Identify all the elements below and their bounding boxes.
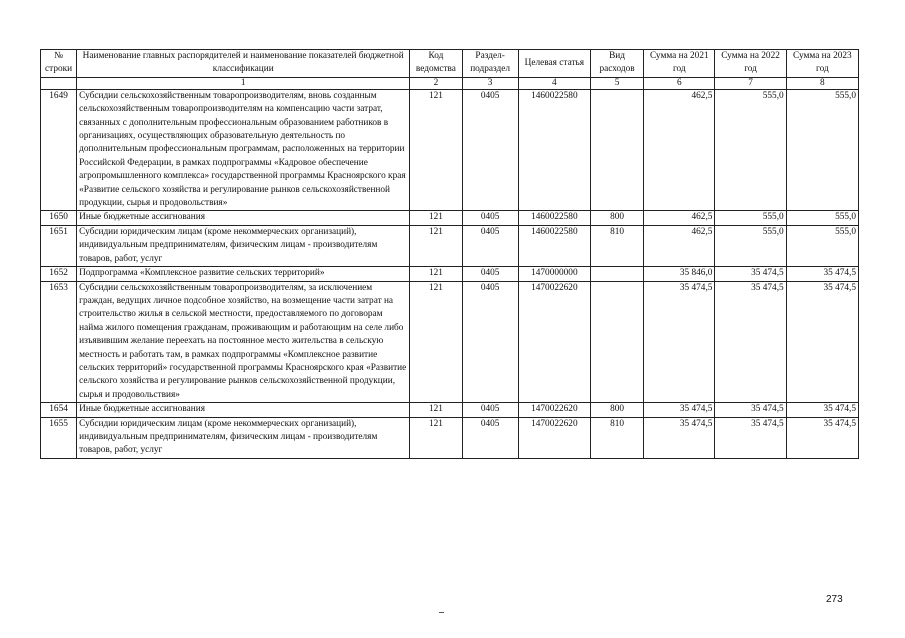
row-name: Подпрограмма «Комплексное развитие сельских территорий» [77,267,410,281]
row-kind: 810 [590,417,643,458]
row-name: Субсидии юридическим лицам (кроме некоммерческих организаций), индивидуальным предпринимателям, физическим лицам - производителям товаров, работ, услуг [77,417,410,458]
column-number [41,77,77,89]
column-number: 8 [786,77,858,89]
header-sum-2022: Сумма на 2022 год [715,50,786,78]
row-target: 1470022620 [518,403,590,417]
row-target: 1460022580 [518,211,590,225]
row-kind [590,89,643,211]
row-sum-2023: 555,0 [786,89,858,211]
row-section: 0405 [462,225,518,266]
row-section: 0405 [462,89,518,211]
row-sum-2021: 35 474,5 [644,403,715,417]
column-number: 5 [590,77,643,89]
table-row [41,267,859,281]
header-code: Код ведомства [410,50,462,78]
page-number: 273 [826,594,843,605]
row-kind [590,267,643,281]
row-kind: 800 [590,403,643,417]
row-target: 1460022580 [518,89,590,211]
row-kind [590,281,643,403]
row-number: 1652 [41,267,77,281]
row-sum-2021: 462,5 [644,225,715,266]
column-number: 3 [462,77,518,89]
row-section: 0405 [462,267,518,281]
row-sum-2021: 462,5 [644,211,715,225]
row-sum-2023: 555,0 [786,211,858,225]
row-code: 121 [410,89,462,211]
scan-mark [439,612,444,613]
row-kind: 810 [590,225,643,266]
header-target: Целевая статья [518,50,590,78]
row-number: 1655 [41,417,77,458]
row-section: 0405 [462,417,518,458]
column-number: 4 [518,77,590,89]
header-kind: Вид расходов [590,50,643,78]
row-sum-2022: 555,0 [715,225,786,266]
table-row [41,89,859,211]
table-row [41,417,859,458]
row-sum-2022: 35 474,5 [715,267,786,281]
row-number: 1654 [41,403,77,417]
row-name: Иные бюджетные ассигнования [77,211,410,225]
table-header-row [41,50,859,78]
row-number: 1653 [41,281,77,403]
row-target: 1470022620 [518,417,590,458]
row-sum-2021: 35 474,5 [644,281,715,403]
column-number: 6 [644,77,715,89]
row-section: 0405 [462,281,518,403]
row-number: 1649 [41,89,77,211]
row-section: 0405 [462,403,518,417]
row-sum-2022: 35 474,5 [715,281,786,403]
row-name: Иные бюджетные ассигнования [77,403,410,417]
header-sum-2021: Сумма на 2021 год [644,50,715,78]
row-section: 0405 [462,211,518,225]
row-sum-2023: 35 474,5 [786,267,858,281]
table-row [41,225,859,266]
row-code: 121 [410,225,462,266]
row-target: 1460022580 [518,225,590,266]
row-code: 121 [410,281,462,403]
header-section: Раздел-подраздел [462,50,518,78]
row-sum-2023: 555,0 [786,225,858,266]
table-row [41,211,859,225]
header-sum-2023: Сумма на 2023 год [786,50,858,78]
table-row [41,403,859,417]
row-name: Субсидии юридическим лицам (кроме некоммерческих организаций), индивидуальным предпринимателям, физическим лицам - производителям товаров, работ, услуг [77,225,410,266]
row-sum-2023: 35 474,5 [786,281,858,403]
row-sum-2021: 462,5 [644,89,715,211]
row-name: Субсидии сельскохозяйственным товаропроизводителям, вновь созданным сельскохозяйственным товаропроизводителям на компенсацию части затрат, связанных с дополнительным профессиональным образованием работников в организациях, осуществляющих образовательную деятельность по дополнительным профессиональным программам, расположенных на территории Российской Федерации, в рамках подпрограммы «Кадровое обеспечение агропромышленного комплекса» государственной программы Красноярского края «Развитие сельского хозяйства и регулирование рынков сельскохозяйственной продукции, сырья и продовольствия» [77,89,410,211]
column-number: 1 [77,77,410,89]
column-number-row [41,77,859,89]
row-target: 1470000000 [518,267,590,281]
row-number: 1650 [41,211,77,225]
header-row-no: № строки [41,50,77,78]
header-name: Наименование главных распорядителей и наименование показателей бюджетной классификации [77,50,410,78]
row-kind: 800 [590,211,643,225]
row-code: 121 [410,211,462,225]
row-sum-2023: 35 474,5 [786,403,858,417]
row-name: Субсидии сельскохозяйственным товаропроизводителям, за исключением граждан, ведущих личное подсобное хозяйство, на возмещение части затрат на строительство жилья в сельской местности, предоставляемого по договорам найма жилого помещения гражданам, проживающим и работающим на селе либо изъявившим желание переехать на постоянное место жительства в сельскую местность и работать там, в рамках подпрограммы «Комплексное развитие сельских территорий» государственной программы Красноярского края «Развитие сельского хозяйства и регулирование рынков сельскохозяйственной продукции, сырья и продовольствия» [77,281,410,403]
row-sum-2022: 555,0 [715,211,786,225]
budget-table [40,49,859,459]
row-number: 1651 [41,225,77,266]
row-code: 121 [410,403,462,417]
row-sum-2021: 35 474,5 [644,417,715,458]
row-code: 121 [410,267,462,281]
column-number: 2 [410,77,462,89]
row-code: 121 [410,417,462,458]
column-number: 7 [715,77,786,89]
table-row [41,281,859,403]
row-sum-2021: 35 846,0 [644,267,715,281]
row-target: 1470022620 [518,281,590,403]
row-sum-2022: 35 474,5 [715,417,786,458]
row-sum-2022: 555,0 [715,89,786,211]
row-sum-2023: 35 474,5 [786,417,858,458]
row-sum-2022: 35 474,5 [715,403,786,417]
